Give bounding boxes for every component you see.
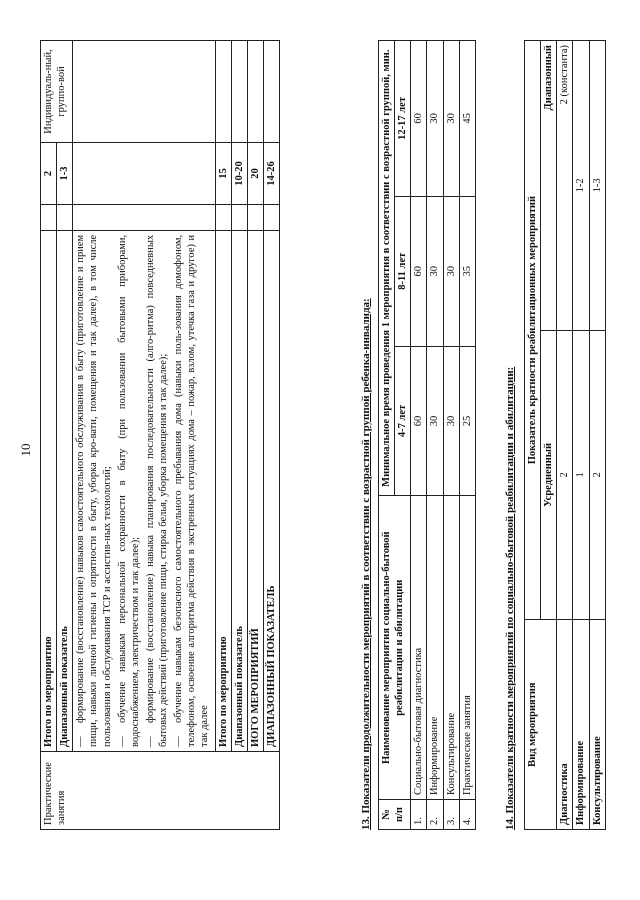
section-14-title: 14. Показатели кратности мероприятий по социально-бытовой реабилитации и абилитации: [504, 366, 516, 830]
frequency-table [524, 40, 606, 830]
table-header-row [525, 41, 541, 830]
grand-range-value: 14-26 [263, 142, 279, 204]
subrange-value: 10-20 [231, 142, 247, 204]
table-row [57, 41, 73, 830]
age-group-header: 4-7 лет [395, 346, 411, 496]
table-row [263, 41, 279, 830]
col-num-header: № п/п [379, 800, 411, 830]
grand-total-value: 20 [247, 142, 263, 204]
row-range-value: 1-3 [57, 142, 73, 204]
items-cell [73, 230, 215, 751]
page-number: 10 [18, 443, 33, 457]
row-total-label: Итого по мероприятию [41, 230, 57, 751]
col-name-header: Наименование мероприятия социально-бытовой реабилитации и абилитации [379, 496, 411, 800]
col-kind-header: Вид мероприятия [525, 620, 557, 830]
table-row: 3. Консультирование 30 30 30 [443, 41, 459, 830]
table-row: 4. Практические занятия 25 35 45 [459, 41, 475, 830]
table-row [215, 41, 231, 830]
col-avg-header: Усредненный [541, 330, 557, 620]
grand-total-label: ИОГО МЕРОПРИЯТИЙ [247, 230, 263, 751]
row-total-value: 2 [41, 142, 57, 204]
table-header-row [379, 41, 395, 830]
table-row: Информирование 1 1-2 [573, 41, 589, 830]
table-row: Консультирование 2 1-3 [589, 41, 605, 830]
subrange-label: Диапазонный показатель [231, 230, 247, 751]
practical-sessions-table [40, 40, 280, 830]
grand-range-label: ДИАПАЗОННЫЙ ПОКАЗАТЕЛЬ [263, 230, 279, 751]
col-time-header: Минимальное время проведения 1 мероприятия в соответствии с возрастной группой, мин. [379, 41, 395, 496]
table-row: 1. Социально-бытовая диагностика 60 60 60 [411, 41, 427, 830]
subtotal-value: 15 [215, 142, 231, 204]
list-item: —формирование (восстановление) навыка планирования последовательности (алго-ритма) повседневных бытовых действий (приготовление пищи, стирка белья, уборка помещения и так далее); [144, 234, 169, 748]
section-13-title: 13. Показатели продолжительности мероприятий в соответствии с возрастной группой ребенка-инвалида: [360, 298, 372, 830]
age-group-header: 12-17 лет [395, 41, 411, 197]
col-range-header: Диапазонный [541, 41, 557, 331]
list-item: —обучение навыкам персональной сохранности в быту (при пользовании бытовыми приборами, водоснабжением, электричеством и так далее); [116, 234, 141, 748]
table-row: Диагностика 2 2 (константа) [557, 41, 573, 830]
list-item: —формирование (восстановление) навыков самостоятельного обслуживания в быту (приготовление и прием пищи, навыки личной гигиены и опрятности в быту, уборка кро-вати, помещения и так далее), в том числе пользования и обслуживания ТСР и ассистив-ных технологий; [75, 234, 113, 748]
subtotal-label: Итого по мероприятию [215, 230, 231, 751]
duration-table [378, 40, 476, 830]
table-row [247, 41, 263, 830]
table-row [231, 41, 247, 830]
table-row: 2. Информирование 30 30 30 [427, 41, 443, 830]
form-cell: Индивидуаль-ный, группо-вой [41, 41, 73, 143]
age-group-header: 8-11 лет [395, 196, 411, 346]
table-row [41, 41, 57, 830]
list-item: —обучение навыкам безопасного самостоятельного пребывания дома (навыки поль-зования домофоном, телефоном, освоение алгоритма действия в экстренных ситуациях дома – пожар, взлом, утечка газа и другое) и так далее [173, 234, 211, 748]
col-indicator-header: Показатель кратности реабилитационных мероприятий [525, 41, 541, 620]
row-range-label: Диапазонный показатель [57, 230, 73, 751]
activity-kind-cell: Практические занятия [41, 752, 280, 830]
table-row [73, 41, 215, 830]
